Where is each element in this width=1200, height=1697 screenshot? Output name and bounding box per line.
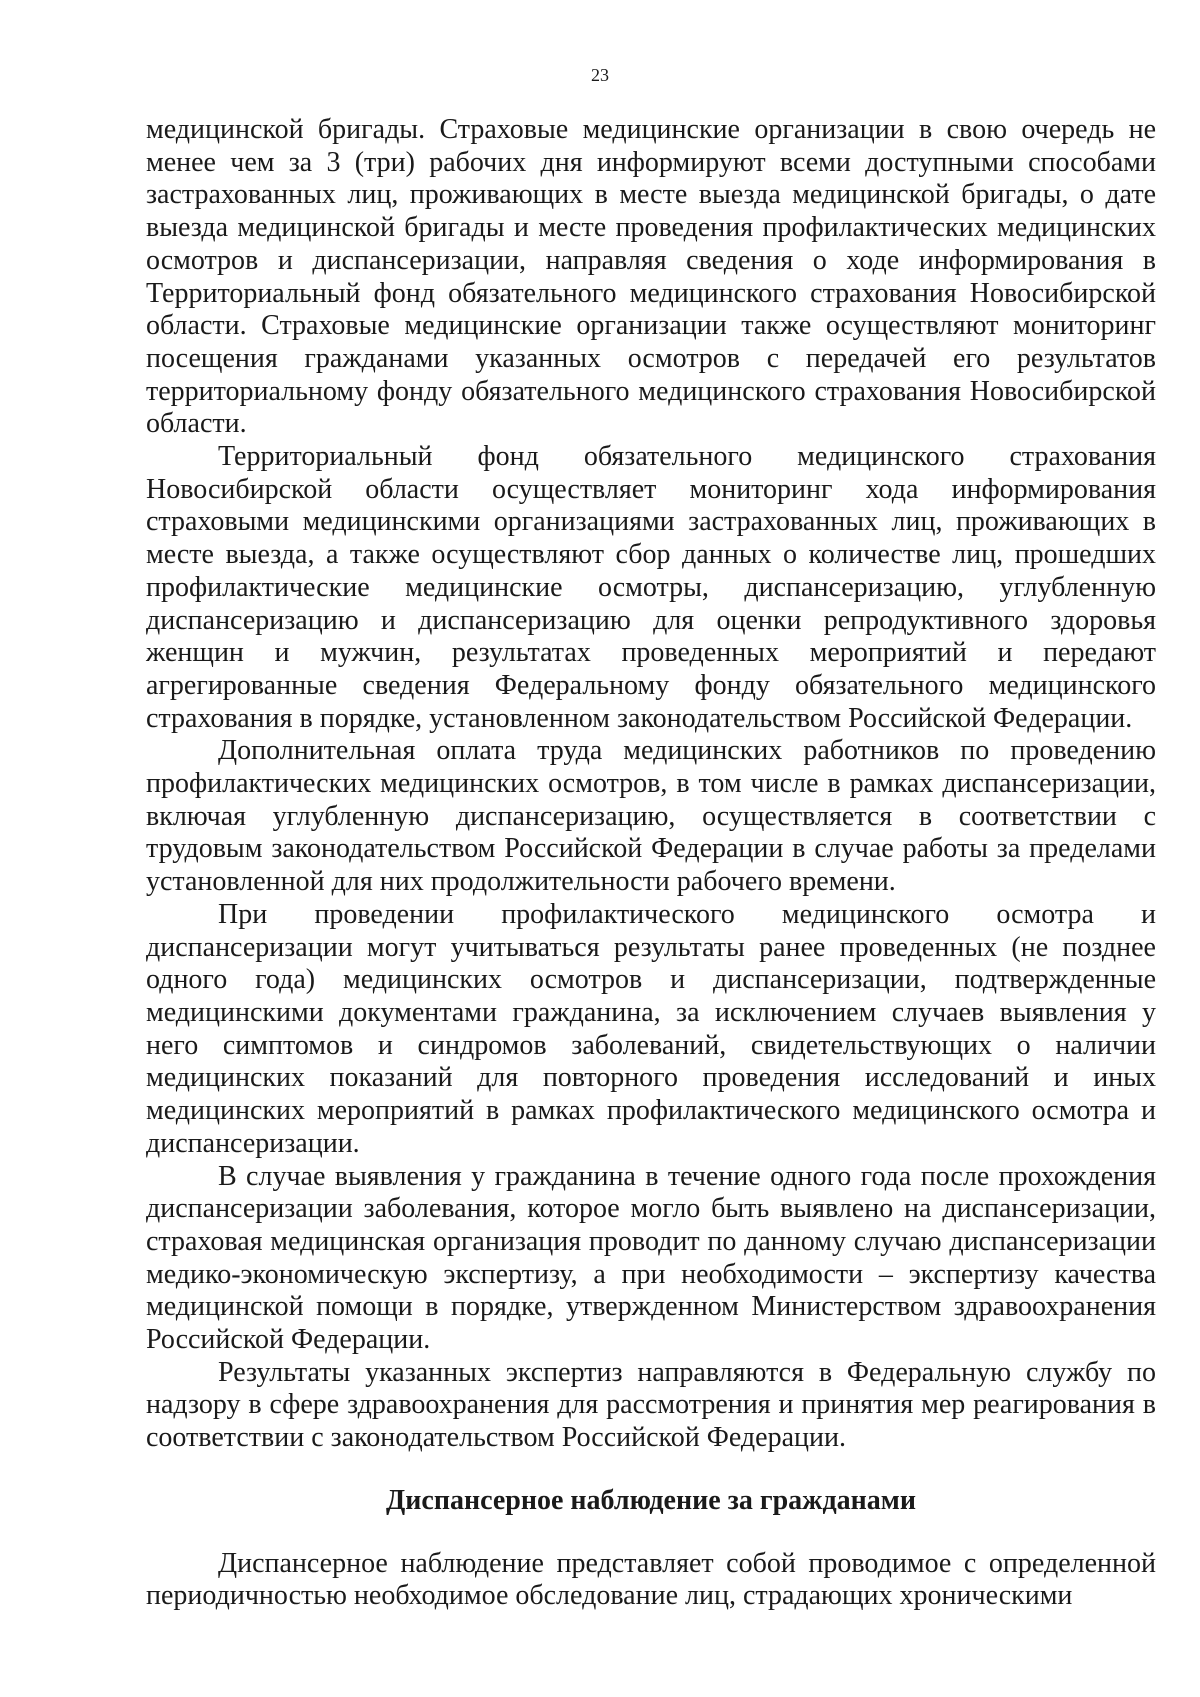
section-heading: Диспансерное наблюдение за гражданами <box>386 1484 916 1516</box>
paragraph-additional-pay: Дополнительная оплата труда медицинских работников по проведению профилактических медицинских осмотров, в том числе в рамках диспансеризации, включая углубленную диспансеризацию, осуществляется в соответствии с трудовым законодательством Российской Федерации в случае работы за пределами установленной для них продолжительности рабочего времени. <box>146 735 1156 898</box>
paragraph-dispensary-observation: Диспансерное наблюдение представляет собой проводимое с определенной периодичностью необходимое обследование лиц, страдающих хроническими <box>146 1547 1156 1612</box>
paragraph-expertise-results: Результаты указанных экспертиз направляются в Федеральную службу по надзору в сфере здравоохранения для рассмотрения и принятия мер реагирования в соответствии с законодательством Российской Федерации. <box>146 1356 1156 1454</box>
paragraph-previous-results: При проведении профилактического медицинского осмотра и диспансеризации могут учитываться результаты ранее проведенных (не позднее одного года) медицинских осмотров и диспансеризации, подтвержденные медицинскими документами гражданина, за исключением случаев выявления у него симптомов и синдромов заболеваний, свидетельствующих о наличии медицинских показаний для повторного проведения исследований и иных медицинских мероприятий в рамках профилактического медицинского осмотра и диспансеризации. <box>146 898 1156 1159</box>
paragraph-monitoring: Территориальный фонд обязательного медицинского страхования Новосибирской области осуществляет мониторинг хода информирования страховыми медицинскими организациями застрахованных лиц, проживающих в месте выезда, а также осуществляют сбор данных о количестве лиц, прошедших профилактические медицинские осмотры, диспансеризацию, углубленную диспансеризацию и диспансеризацию для оценки репродуктивного здоровья женщин и мужчин, результатах проведенных мероприятий и передают агрегированные сведения Федеральному фонду обязательного медицинского страхования в порядке, установленном законодательством Российской Федерации. <box>146 441 1156 734</box>
paragraph-continuation: медицинской бригады. Страховые медицинские организации в свою очередь не менее чем за 3 (три) рабочих дня информируют всеми доступными способами застрахованных лиц, проживающих в месте выезда медицинской бригады, о дате выезда медицинской бригады и месте проведения профилактических медицинских осмотров и диспансеризации, направляя сведения о ходе информирования в Территориальный фонд обязательного медицинского страхования Новосибирской области. Страховые медицинские организации также осуществляют мониторинг посещения гражданами указанных осмотров с передачей его результатов территориальному фонду обязательного медицинского страхования Новосибирской области. <box>146 114 1156 440</box>
document-body <box>146 114 1156 1613</box>
page-number: 23 <box>591 65 609 85</box>
paragraph-expertise: В случае выявления у гражданина в течение одного года после прохождения диспансеризации заболевания, которое могло быть выявлено на диспансеризации, страховая медицинская организация проводит по данному случаю диспансеризации медико-экономическую экспертизу, а при необходимости – экспертизу качества медицинской помощи в порядке, утвержденном Министерством здравоохранения Российской Федерации. <box>146 1160 1156 1356</box>
